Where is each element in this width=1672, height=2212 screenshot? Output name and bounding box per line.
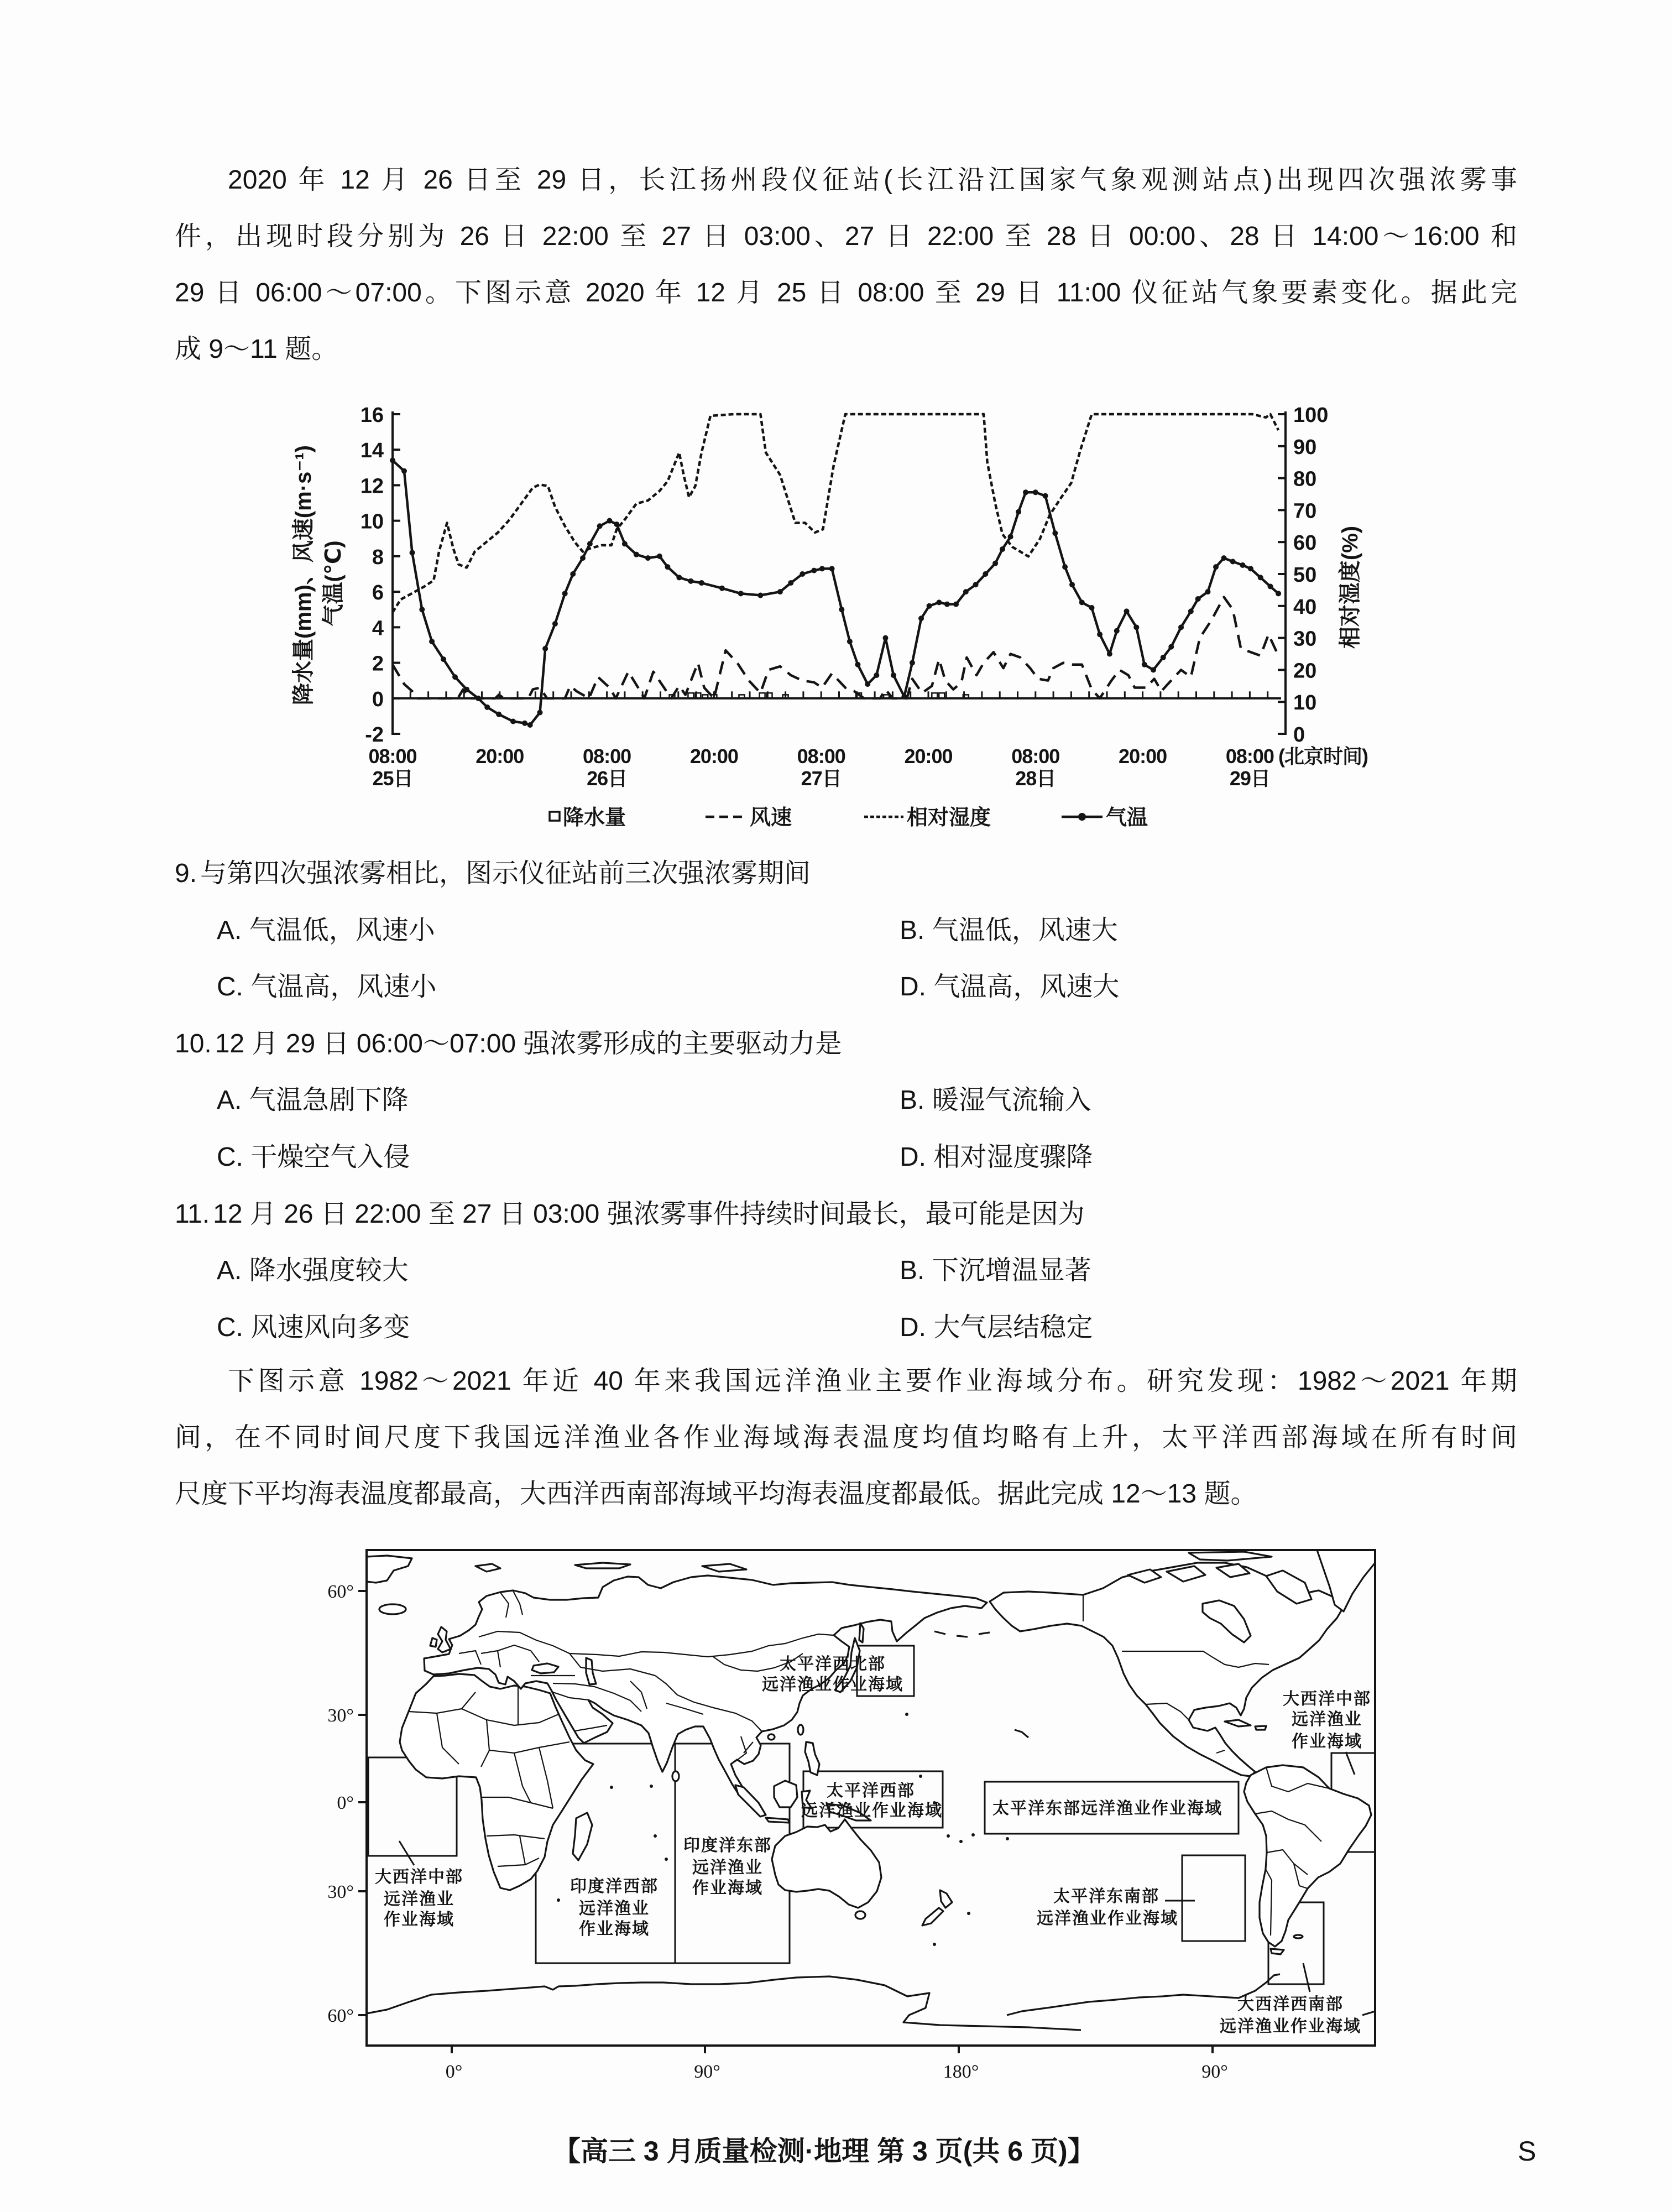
temperature-point xyxy=(910,660,915,666)
page-footer: 【高三 3 月质量检测·地理 第 3 页(共 6 页)】 xyxy=(553,2136,1095,2167)
legend-symbol-hollow-bar xyxy=(550,812,560,821)
landmass-cuba xyxy=(1225,1720,1251,1726)
temperature-point xyxy=(1213,564,1219,570)
y-right-axis-title: 相对湿度(%) xyxy=(1338,525,1362,649)
temperature-point xyxy=(1168,644,1174,650)
island-dot xyxy=(654,1834,657,1838)
zone-label-atlantic-southwest: 远洋渔业作业海域 xyxy=(1220,2017,1361,2036)
y-right-tick-label: 0 xyxy=(1293,723,1305,747)
question-number: 10. xyxy=(175,1029,212,1058)
temperature-point xyxy=(719,586,725,591)
temperature-point xyxy=(1079,599,1085,605)
landmass-madagascar xyxy=(573,1813,592,1860)
y-left-tick-label: 4 xyxy=(372,617,384,640)
island-dot xyxy=(959,1840,963,1843)
temperature-point xyxy=(570,571,576,577)
y-left-axis-title: 降水量(mm)、风速(m·s⁻¹) xyxy=(291,445,316,705)
island-dot xyxy=(919,1775,922,1778)
question-10-option-d[interactable]: D. 相对湿度骤降 xyxy=(900,1142,1093,1172)
question-9-option-c[interactable]: C. 气温高，风速小 xyxy=(217,972,437,1001)
temperature-point xyxy=(1023,489,1028,495)
question-9-option-b[interactable]: B. 气温低，风速大 xyxy=(900,916,1118,945)
temperature-point xyxy=(410,550,415,555)
lat-label: 30° xyxy=(327,1882,354,1902)
chart-axes xyxy=(393,413,1286,734)
fishing-areas-world-map xyxy=(310,1537,1393,2090)
landmass-arctic-island xyxy=(1189,1552,1272,1561)
chart-series xyxy=(390,414,1281,728)
antarctica-coast-segment xyxy=(1362,2011,1375,2015)
lat-label: 60° xyxy=(327,2006,354,2026)
temperature-point xyxy=(419,607,425,612)
y-right-tick-label: 20 xyxy=(1293,659,1317,683)
landmass-tasmania xyxy=(855,1911,865,1919)
temperature-point xyxy=(1276,591,1281,596)
landmass-new-zealand-north xyxy=(940,1890,952,1908)
temperature-point xyxy=(665,564,670,570)
temperature-point xyxy=(597,523,603,529)
island-dot xyxy=(933,1943,936,1946)
temperature-point xyxy=(1268,583,1273,589)
precipitation-bar xyxy=(739,695,744,698)
question-9-option-d[interactable]: D. 气温高，风速大 xyxy=(900,972,1120,1001)
island-dot xyxy=(557,1898,560,1902)
landmass-taiwan xyxy=(798,1725,803,1735)
island-dot xyxy=(971,1833,975,1837)
temperature-point xyxy=(580,555,586,561)
question-10-option-b[interactable]: B. 暖湿气流输入 xyxy=(900,1086,1091,1115)
y-right-tick-label: 40 xyxy=(1293,595,1317,619)
landmass-novaya-zemlya xyxy=(575,1563,630,1568)
landmass-iceland xyxy=(379,1604,406,1614)
temperature-point xyxy=(634,552,639,557)
temperature-point xyxy=(855,662,860,667)
temperature-point xyxy=(1221,555,1227,561)
island-dot xyxy=(650,1785,653,1788)
lon-label: 90° xyxy=(1201,2062,1228,2082)
x-tick-label-time: 08:00 xyxy=(797,745,845,768)
temperature-point xyxy=(1008,534,1013,540)
temperature-point xyxy=(973,582,979,587)
temperature-point xyxy=(1062,564,1068,570)
question-stem: 12 月 29 日 06:00～07:00 强浓雾形成的主要驱动力是 xyxy=(215,1029,842,1058)
zone-box-pacific-southeast xyxy=(1182,1855,1245,1941)
temperature-point xyxy=(452,674,458,680)
landmass-hainan xyxy=(768,1734,775,1740)
legend-item-precipitation xyxy=(550,806,626,830)
temperature-point xyxy=(1142,662,1147,667)
lon-label: 90° xyxy=(694,2062,720,2082)
longitude-labels xyxy=(446,2062,1228,2082)
zone-label-pacific-west: 远洋渔业作业海域 xyxy=(801,1802,943,1820)
y-left-axis-title-temperature: 气温(℃) xyxy=(321,540,346,627)
temperature-point xyxy=(891,672,896,678)
temperature-point xyxy=(874,672,879,678)
antarctica-coast-segment xyxy=(367,1976,1081,2030)
y-right-tick-label: 60 xyxy=(1293,531,1317,555)
x-tick-label-time: 08:00 xyxy=(368,745,417,768)
temperature-point xyxy=(1248,566,1253,571)
y-right-tick-label: 90 xyxy=(1293,435,1317,459)
temperature-point xyxy=(865,681,870,687)
question-11-option-d[interactable]: D. 大气层结稳定 xyxy=(900,1313,1093,1342)
zone-label-indian-west: 作业海域 xyxy=(579,1920,650,1938)
temperature-point xyxy=(441,656,446,662)
temperature-point xyxy=(484,705,490,710)
longitude-ticks xyxy=(452,2046,1213,2053)
temperature-point xyxy=(587,541,593,546)
temperature-point xyxy=(401,468,407,474)
weather-elements-chart xyxy=(265,387,1438,841)
landmass-ireland xyxy=(430,1638,437,1647)
lat-label: 0° xyxy=(337,1793,354,1813)
intro-paragraph-line: 下图示意 1982～2021 年近 40 年来我国远洋渔业主要作业海域分布。研究发现：1982～2021 年期 xyxy=(228,1366,1517,1396)
zone-label-indian-east: 远洋渔业 xyxy=(692,1859,763,1877)
question-11-option-c[interactable]: C. 风速风向多变 xyxy=(217,1313,410,1342)
landmass-sri-lanka xyxy=(672,1771,679,1781)
intro-paragraph-line: 尺度下平均海表温度都最高，大西洋西南部海域平均海表温度都最低。据此完成 12～13 题。 xyxy=(175,1479,1257,1509)
temperature-point xyxy=(757,593,763,598)
question-9-option-a[interactable]: A. 气温低，风速小 xyxy=(217,916,435,945)
temperature-point xyxy=(510,719,516,724)
zone-label-atlantic-central-east: 远洋渔业 xyxy=(384,1890,454,1908)
island-dot xyxy=(610,1786,613,1789)
temperature-point xyxy=(1016,509,1021,515)
temperature-point xyxy=(829,566,835,571)
temperature-point xyxy=(527,722,533,728)
island-hawaii xyxy=(1015,1730,1028,1738)
lon-label: 0° xyxy=(445,2062,463,2082)
footer-mark: S xyxy=(1518,2136,1537,2167)
landmass-greenland-east xyxy=(367,1556,412,1583)
temperature-point xyxy=(1161,655,1166,660)
temperature-point xyxy=(839,607,844,612)
lat-label: 60° xyxy=(327,1582,354,1602)
x-tick-label-time: 08:00 xyxy=(1011,745,1060,768)
precipitation-bar xyxy=(884,695,889,698)
question-number: 9. xyxy=(175,859,197,888)
wind-speed-line xyxy=(393,597,1278,698)
temperature-point xyxy=(1258,575,1263,580)
y-left-tick-label: 10 xyxy=(360,510,384,534)
temperature-point xyxy=(788,580,793,586)
legend-item-wind-speed xyxy=(706,806,792,830)
x-tick-label-day: 28日 xyxy=(1015,767,1056,790)
temperature-point xyxy=(811,568,817,573)
temperature-point xyxy=(1205,589,1210,594)
temperature-point xyxy=(1240,562,1245,568)
temperature-point xyxy=(819,566,825,571)
x-tick-label-time: 20:00 xyxy=(476,745,524,768)
legend-label: 相对湿度 xyxy=(907,806,991,830)
temperature-point xyxy=(1107,651,1112,657)
landmass-severnaya-zemlya xyxy=(702,1564,746,1572)
temperature-point xyxy=(777,589,783,594)
temperature-point xyxy=(953,602,959,607)
temperature-point xyxy=(537,709,542,715)
temperature-point xyxy=(496,712,501,717)
zone-label-pacific-northwest: 远洋渔业作业海域 xyxy=(762,1676,903,1694)
y-left-tick-label: 8 xyxy=(372,545,384,569)
leader-line xyxy=(399,1841,414,1865)
legend-symbol-dot xyxy=(1078,813,1086,821)
zone-label-atlantic-central-east: 大西洋中部 xyxy=(375,1868,463,1886)
x-tick-label-day: 27日 xyxy=(801,767,842,790)
question-number: 11. xyxy=(175,1199,210,1229)
lon-label: 180° xyxy=(943,2062,979,2082)
temperature-point xyxy=(1124,608,1130,614)
y-left-tick-label: 0 xyxy=(372,687,384,711)
y-left-tick-label: 14 xyxy=(360,439,384,463)
temperature-point xyxy=(676,575,682,580)
landmass-borneo xyxy=(774,1781,797,1807)
zone-label-indian-east: 印度洋东部 xyxy=(683,1837,772,1855)
temperature-point xyxy=(607,518,612,524)
temperature-point xyxy=(657,554,662,559)
x-tick-label-day: 26日 xyxy=(587,767,628,790)
temperature-point xyxy=(562,591,568,596)
temperature-point xyxy=(1089,605,1095,611)
zone-label-pacific-northwest: 太平洋西北部 xyxy=(780,1655,886,1673)
y-left-tick-label: 12 xyxy=(360,474,384,498)
zone-label-atlantic-central-west: 远洋渔业 xyxy=(1292,1710,1362,1729)
temperature-point xyxy=(1043,493,1048,499)
temperature-point xyxy=(390,457,395,463)
island-dot xyxy=(905,1713,908,1716)
landmass-hispaniola xyxy=(1255,1726,1266,1730)
y-left-tick-label: -2 xyxy=(365,723,384,747)
x-tick-label-time: 08:00 xyxy=(1225,745,1274,768)
legend-label: 降水量 xyxy=(563,806,626,830)
question-11-option-b[interactable]: B. 下沉增温显著 xyxy=(900,1256,1091,1285)
black-sea-outline xyxy=(532,1663,558,1673)
x-axis-timezone-label: (北京时间) xyxy=(1278,745,1368,768)
zone-label-pacific-southeast: 远洋渔业作业海域 xyxy=(1037,1910,1178,1928)
legend-item-relative-humidity xyxy=(864,806,991,830)
temperature-point xyxy=(1097,632,1103,637)
intro-paragraph-line: 成 9～11 题。 xyxy=(175,335,338,364)
y-right-tick-label: 10 xyxy=(1293,691,1317,715)
x-tick-label-time: 08:00 xyxy=(583,745,631,768)
zone-label-atlantic-central-west: 作业海域 xyxy=(1292,1733,1362,1751)
temperature-point xyxy=(927,603,932,609)
y-right-tick-label: 70 xyxy=(1293,499,1317,523)
zone-label-atlantic-southwest: 大西洋西南部 xyxy=(1237,1995,1344,2013)
intro-paragraph-line: 件，出现时段分别为 26 日 22:00 至 27 日 03:00、27 日 22:00 至 28 日 00:00、28 日 14:00～16:00 和 xyxy=(175,222,1517,251)
y-right-tick-label: 30 xyxy=(1293,627,1317,651)
temperature-point xyxy=(476,696,481,701)
question-10-option-c[interactable]: C. 干燥空气入侵 xyxy=(217,1142,410,1172)
leader-line xyxy=(1346,1752,1355,1775)
landmass-falklands xyxy=(1294,1935,1303,1938)
question-11-option-a[interactable]: A. 降水强度较大 xyxy=(217,1256,409,1285)
temperature-point xyxy=(1195,596,1201,602)
lat-label: 30° xyxy=(327,1705,354,1726)
landmass-sumatra xyxy=(735,1785,766,1817)
question-stem: 与第四次强浓雾相比，图示仪征站前三次强浓雾期间 xyxy=(200,859,811,888)
intro-paragraph-line: 间，在不同时间尺度下我国远洋渔业各作业海域海表温度均值均略有上升，太平洋西部海域在所有时间 xyxy=(175,1423,1517,1452)
temperature-point xyxy=(645,555,651,561)
x-tick-label-day: 29日 xyxy=(1229,767,1270,790)
x-tick-label-time: 20:00 xyxy=(1119,745,1167,768)
zone-label-pacific-southeast: 太平洋东南部 xyxy=(1053,1887,1159,1906)
temperature-point xyxy=(1188,608,1194,614)
chart-labels xyxy=(360,404,1329,790)
island-dot xyxy=(967,1912,970,1915)
question-11 xyxy=(175,1186,1085,1243)
question-9 xyxy=(175,846,811,902)
landmass-tierra-del-fuego xyxy=(1271,1949,1284,1954)
y-right-tick-label: 80 xyxy=(1293,467,1317,491)
temperature-point xyxy=(1133,624,1139,630)
temperature-point xyxy=(542,646,548,651)
temperature-point xyxy=(944,602,950,607)
temperature-point xyxy=(429,639,435,644)
zone-label-atlantic-central-west: 大西洋中部 xyxy=(1283,1690,1371,1708)
temperature-point xyxy=(614,521,619,527)
zone-label-pacific-west: 太平洋西部 xyxy=(827,1782,915,1800)
intro-paragraph-line: 2020 年 12 月 26 日至 29 日，长江扬州段仪征站(长江沿江国家气象观测站点)出现四次强浓雾事 xyxy=(228,165,1517,195)
temperature-point xyxy=(552,621,558,627)
landmass-new-zealand-south xyxy=(922,1908,943,1926)
y-left-tick-label: 16 xyxy=(360,404,384,427)
zone-label-indian-west: 远洋渔业 xyxy=(579,1900,650,1918)
temperature-point xyxy=(983,571,988,577)
latitude-labels xyxy=(327,1582,354,2026)
zone-label-atlantic-central-east: 作业海域 xyxy=(384,1911,454,1929)
temperature-point xyxy=(936,599,942,605)
temperature-point xyxy=(901,694,907,700)
temperature-point xyxy=(963,589,969,594)
question-10 xyxy=(175,1016,842,1072)
leader-line xyxy=(1303,1963,1310,1992)
temperature-point xyxy=(847,639,853,644)
legend-label: 风速 xyxy=(750,806,792,830)
y-left-tick-label: 2 xyxy=(372,652,384,676)
temperature-line xyxy=(393,461,1278,725)
landmass-svalbard xyxy=(476,1564,500,1572)
temperature-point xyxy=(1069,582,1075,587)
legend-label: 气温 xyxy=(1106,806,1148,830)
temperature-point xyxy=(992,561,998,566)
landmass-sakhalin xyxy=(859,1623,864,1642)
landmass-philippines xyxy=(805,1742,819,1775)
temperature-point xyxy=(1052,530,1058,536)
temperature-point xyxy=(1230,559,1236,565)
temperature-point xyxy=(688,578,693,584)
temperature-point xyxy=(1151,667,1156,672)
landmass-java xyxy=(766,1818,790,1823)
zone-label-indian-west: 印度洋西部 xyxy=(570,1877,659,1896)
legend-item-temperature xyxy=(1062,806,1148,830)
temperature-point xyxy=(1033,489,1038,495)
precipitation-bar xyxy=(702,695,708,698)
temperature-point xyxy=(464,687,469,692)
island-dot xyxy=(665,1858,668,1861)
temperature-point xyxy=(622,541,628,546)
temperature-point xyxy=(1000,546,1005,552)
x-tick-label-day: 25日 xyxy=(372,767,413,790)
latitude-ticks xyxy=(358,1591,367,2015)
question-stem: 12 月 26 日 22:00 至 27 日 03:00 强浓雾事件持续时间最长，最可能是因为 xyxy=(213,1199,1085,1229)
y-left-tick-label: 6 xyxy=(372,581,384,605)
island-dot xyxy=(1006,1837,1009,1840)
chart-legend xyxy=(550,806,1148,830)
y-right-tick-label: 100 xyxy=(1293,404,1329,427)
temperature-point xyxy=(882,635,888,641)
y-right-tick-label: 50 xyxy=(1293,564,1317,587)
island-dot xyxy=(947,1834,950,1838)
question-10-option-a[interactable]: A. 气温急剧下降 xyxy=(217,1086,409,1115)
temperature-point xyxy=(522,721,527,726)
temperature-point xyxy=(800,571,805,577)
x-tick-label-time: 20:00 xyxy=(689,745,738,768)
temperature-point xyxy=(918,615,924,621)
landmass-south-america xyxy=(1244,1765,1371,1947)
landmass-australia xyxy=(772,1819,881,1908)
temperature-point xyxy=(1178,624,1184,630)
temperature-point xyxy=(1114,628,1120,634)
x-tick-label-time: 20:00 xyxy=(904,745,953,768)
intro-paragraph-line: 29 日 06:00～07:00。下图示意 2020 年 12 月 25 日 08:00 至 29 日 11:00 仪征站气象要素变化。据此完 xyxy=(175,278,1517,307)
island-aleutians xyxy=(934,1631,990,1637)
temperature-point xyxy=(699,580,704,586)
zone-label-pacific-east: 太平洋东部远洋渔业作业海域 xyxy=(992,1799,1222,1818)
temperature-point xyxy=(738,591,744,596)
zone-label-indian-east: 作业海域 xyxy=(692,1879,763,1897)
